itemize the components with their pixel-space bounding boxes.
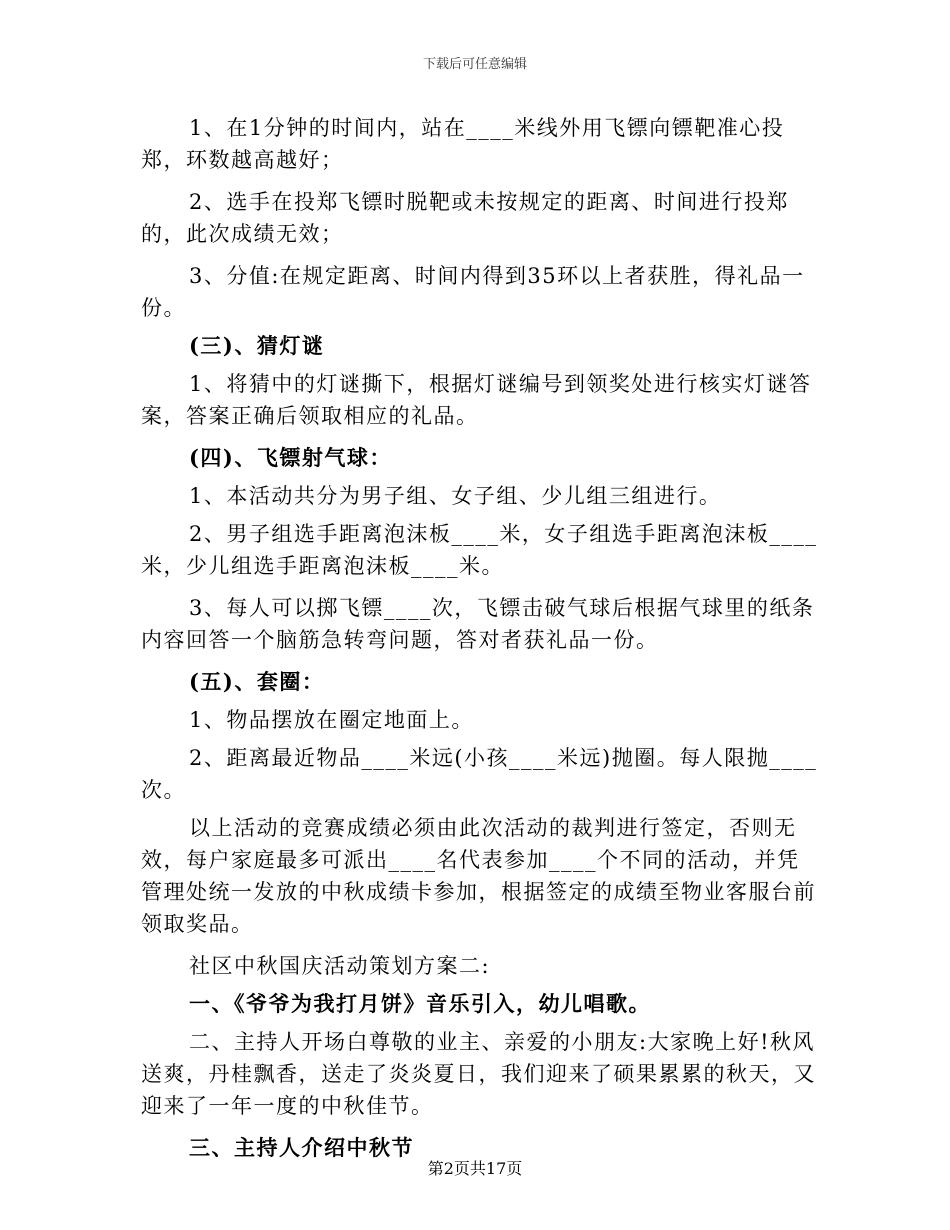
- section-heading-ring-toss: (五)、套圈：: [189, 669, 325, 694]
- paragraph-ring-2: 2、距离最近物品____米远(小孩____米远)抛圈。每人限抛____次。: [141, 746, 818, 802]
- page-header: 下载后可任意编辑: [422, 57, 527, 72]
- paragraph-balloon-2: 2、男子组选手距离泡沫板____米，女子组选手距离泡沫板____米，少儿组选手距离泡沫板____米。: [141, 522, 818, 578]
- plan-two-step-3: 三、主持人介绍中秋节: [189, 1135, 414, 1160]
- paragraph-balloon-3: 3、每人可以掷飞镖____次，飞镖击破气球后根据气球里的纸条内容回答一个脑筋急转弯问题，答对者获礼品一份。: [141, 596, 815, 652]
- paragraph-rule-3: 3、分值:在规定距离、时间内得到35环以上者获胜，得礼品一份。: [141, 264, 805, 320]
- paragraph-ring-1: 1、物品摆放在圈定地面上。: [189, 708, 474, 732]
- plan-two-step-2: 二、主持人开场白尊敬的业主、亲爱的小朋友:大家晚上好!秋风送爽，丹桂飘香，送走了炎炎夏日，我们迎来了硕果累累的秋天，又迎来了一年一度的中秋佳节。: [141, 1030, 816, 1118]
- section-heading-riddles: (三)、猜灯谜: [189, 333, 325, 358]
- section-heading-balloon-darts: (四)、飞镖射气球：: [189, 445, 392, 470]
- plan-two-step-1: 一、《爷爷为我打月饼》音乐引入，幼儿唱歌。: [189, 991, 651, 1016]
- paragraph-rule-2: 2、选手在投郑飞镖时脱靶或未按规定的距离、时间进行投郑的，此次成绩无效；: [141, 190, 789, 246]
- paragraph-riddles-1: 1、将猜中的灯谜撕下，根据灯谜编号到领奖处进行核实灯谜答案，答案正确后领取相应的礼品。: [141, 372, 812, 428]
- document-body: [141, 112, 821, 1174]
- paragraph-balloon-1: 1、本活动共分为男子组、女子组、少儿组三组进行。: [189, 484, 722, 508]
- paragraph-scoring-rules: 以上活动的竞赛成绩必须由此次活动的裁判进行签定，否则无效，每户家庭最多可派出____名代表参加____个不同的活动，并凭管理处统一发放的中秋成绩卡参加，根据签定的成绩至物业客服台前领取奖品。: [141, 816, 816, 936]
- paragraph-rule-1: 1、在1分钟的时间内，站在____米线外用飞镖向镖靶准心投郑，环数越高越好；: [141, 116, 785, 172]
- page-footer: 第2页共17页: [427, 1159, 523, 1178]
- plan-two-title: 社区中秋国庆活动策划方案二:: [189, 954, 491, 978]
